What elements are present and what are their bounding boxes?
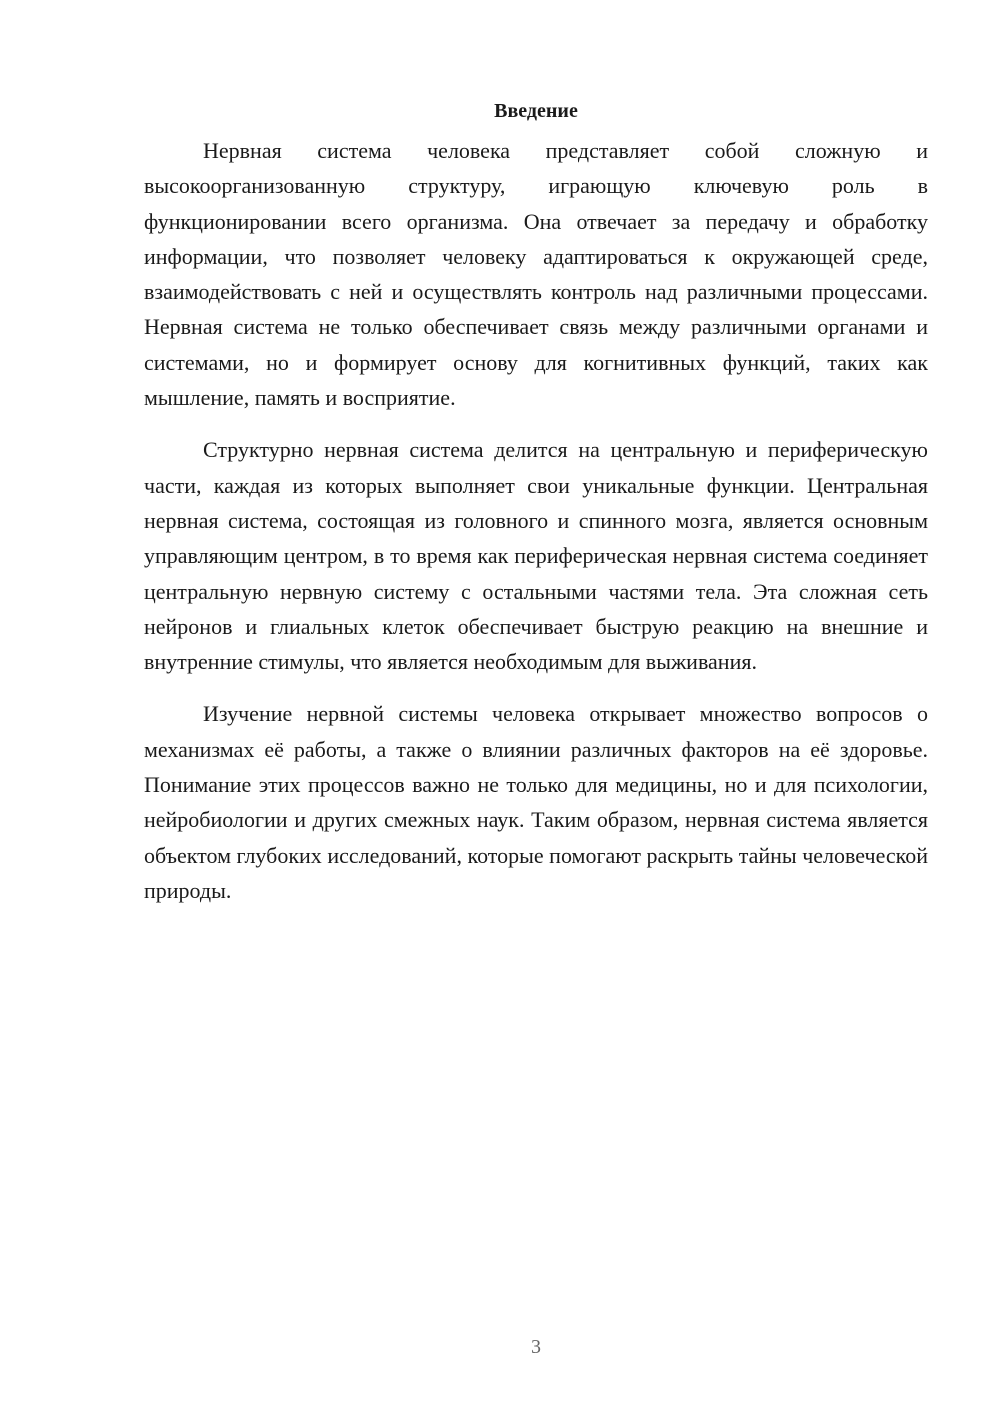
- page-number: 3: [531, 1336, 541, 1358]
- paragraph-2: Структурно нервная система делится на центральную и периферическую части, каждая из которых выполняет свои уникальные функции. Центральная нервная система, состоящая из головного и спинного мозга, является основным управляющим центром, в то время как периферическая нервная система соединяет центральную нервную систему с остальными частями тела. Эта сложная сеть нейронов и глиальных клеток обеспечивает быструю реакцию на внешние и внутренние стимулы, что является необходимым для выживания.: [144, 437, 928, 675]
- paragraph-1: Нервная система человека представляет собой сложную и высокоорганизованную структуру, играющую ключевую роль в функционировании всего организма. Она отвечает за передачу и обработку информации, что позволяет человеку адаптироваться к окружающей среде, взаимодействовать с ней и осуществлять контроль над различными процессами. Нервная система не только обеспечивает связь между различными органами и системами, но и формирует основу для когнитивных функций, таких как мышление, память и восприятие.: [144, 138, 928, 411]
- paragraph-3: Изучение нервной системы человека открывает множество вопросов о механизмах её работы, а также о влиянии различных факторов на её здоровье. Понимание этих процессов важно не только для медицины, но и для психологии, нейробиологии и других смежных наук. Таким образом, нервная система является объектом глубоких исследований, которые помогают раскрыть тайны человеческой природы.: [144, 701, 928, 903]
- page-content: [144, 96, 928, 925]
- section-heading: Введение: [494, 100, 578, 122]
